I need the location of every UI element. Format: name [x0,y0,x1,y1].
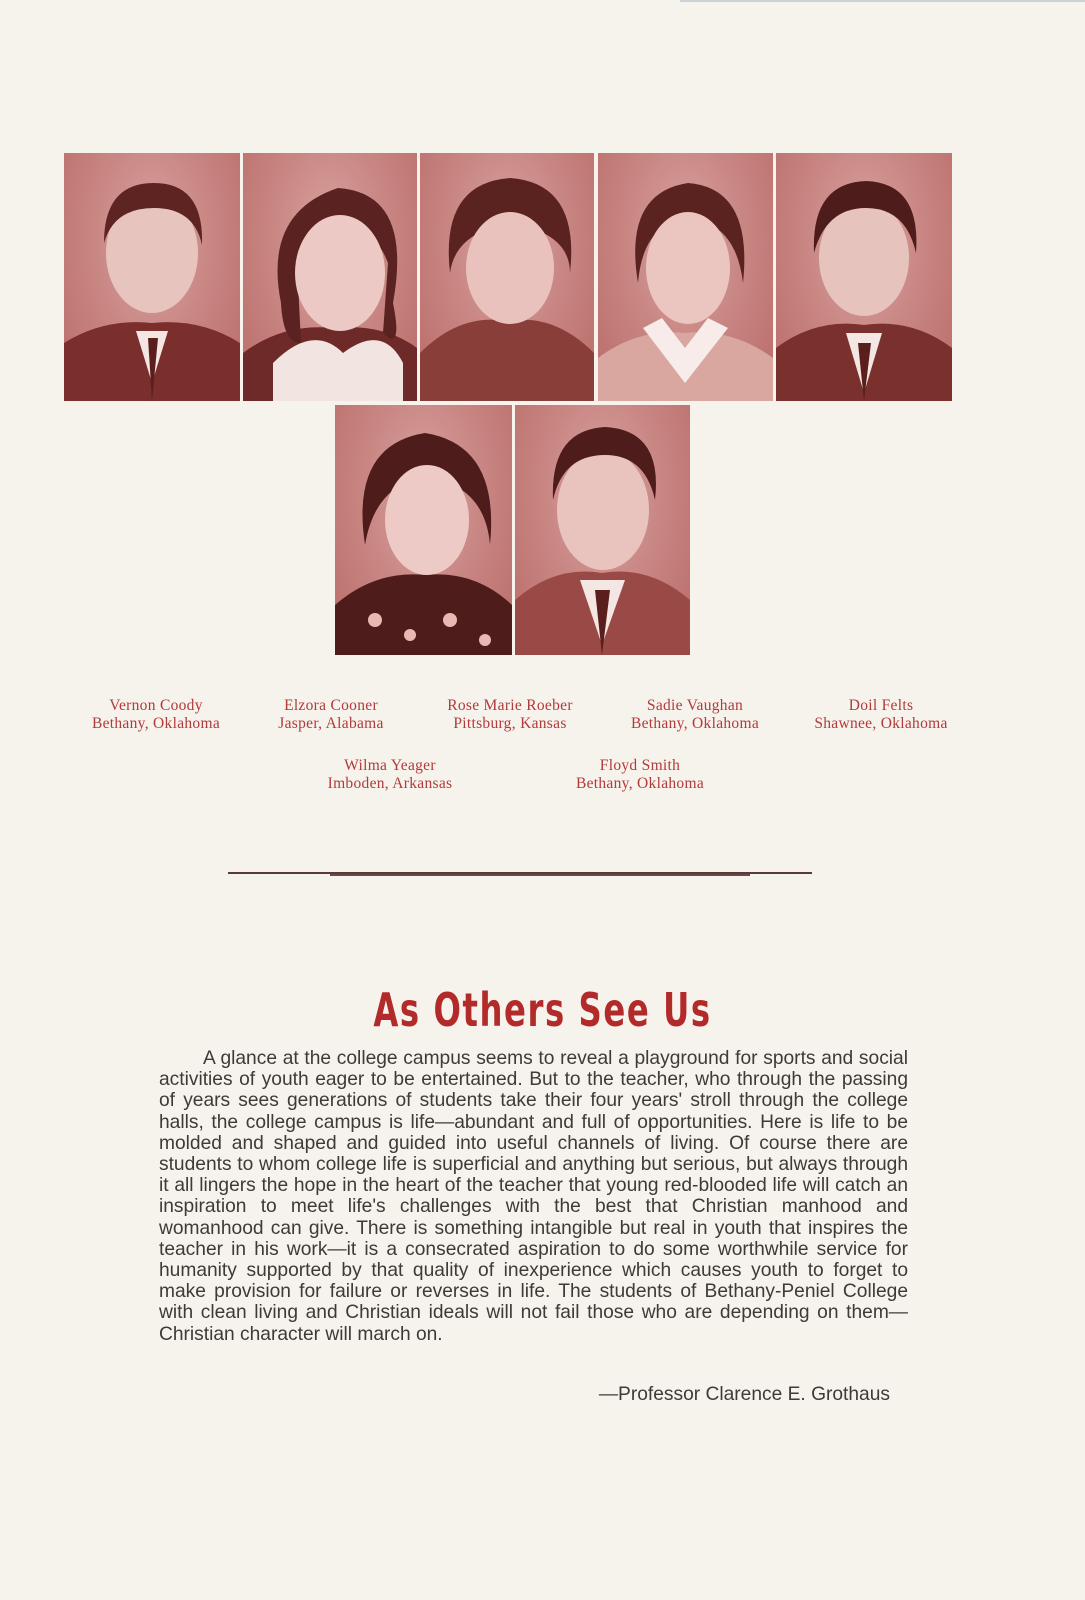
article-title: As Others See Us [373,983,712,1037]
person-name: Sadie Vaughan [646,697,744,714]
person-hometown: Bethany, Oklahoma [91,715,221,732]
person-hometown: Pittsburg, Kansas [453,715,567,732]
caption-sadie-vaughan [611,697,779,733]
portrait-elzora-cooner [243,153,417,401]
person-name: Rose Marie Roeber [447,697,573,714]
portrait-sadie-vaughan [598,153,773,401]
person-name: Elzora Cooner [284,697,378,714]
person-hometown: Jasper, Alabama [278,715,384,732]
portrait-wilma-yeager [335,405,512,655]
caption-rose-marie-roeber [425,697,595,733]
caption-doil-felts [790,697,972,733]
article-attribution: —Professor Clarence E. Grothaus [598,1384,890,1405]
portrait-rose-marie-roeber [420,153,594,401]
portrait-doil-felts [776,153,952,401]
portrait-floyd-smith [515,405,690,655]
section-divider-shadow [330,874,750,876]
article-body: A glance at the college campus seems to reveal a playground for sports and social activities of youth eager to be entertained. But to the teacher, who through the passing of years sees generations of students take their four years' stroll through the college halls, the college campus is life—abundant and full of opportunities. Here is life to be molded and shaped and guided into useful channels of living. Of course there are students to whom college life is superficial and anything but serious, but always through it all lingers the hope in the heart of the teacher that young red-blooded life will catch an inspiration to meet life's challenges with the best that Christian manhood and womanhood can give. There is something intangible but real in youth that inspires the teacher in his work—it is a consecrated aspiration to do some worthwhile service for humanity supported by that quality of inexperience which causes youth to forget to make provision for failure or reverses in life. The students of Bethany-Peniel College with clean living and Christian ideals will not fail those who are depending on them—Christian character will march on. [159,1048,908,1345]
person-hometown: Bethany, Oklahoma [575,775,705,792]
portrait-vernon-coody [64,153,240,401]
person-hometown: Bethany, Oklahoma [630,715,760,732]
person-name: Floyd Smith [599,757,681,774]
caption-elzora-cooner [248,697,414,733]
person-name: Wilma Yeager [344,757,436,774]
caption-floyd-smith [555,757,725,793]
top-edge-rule [680,0,1085,2]
caption-vernon-coody [72,697,240,733]
person-name: Doil Felts [848,697,914,714]
person-name: Vernon Coody [109,697,203,714]
person-hometown: Shawnee, Oklahoma [814,715,948,732]
person-hometown: Imboden, Arkansas [327,775,453,792]
caption-wilma-yeager [305,757,475,793]
